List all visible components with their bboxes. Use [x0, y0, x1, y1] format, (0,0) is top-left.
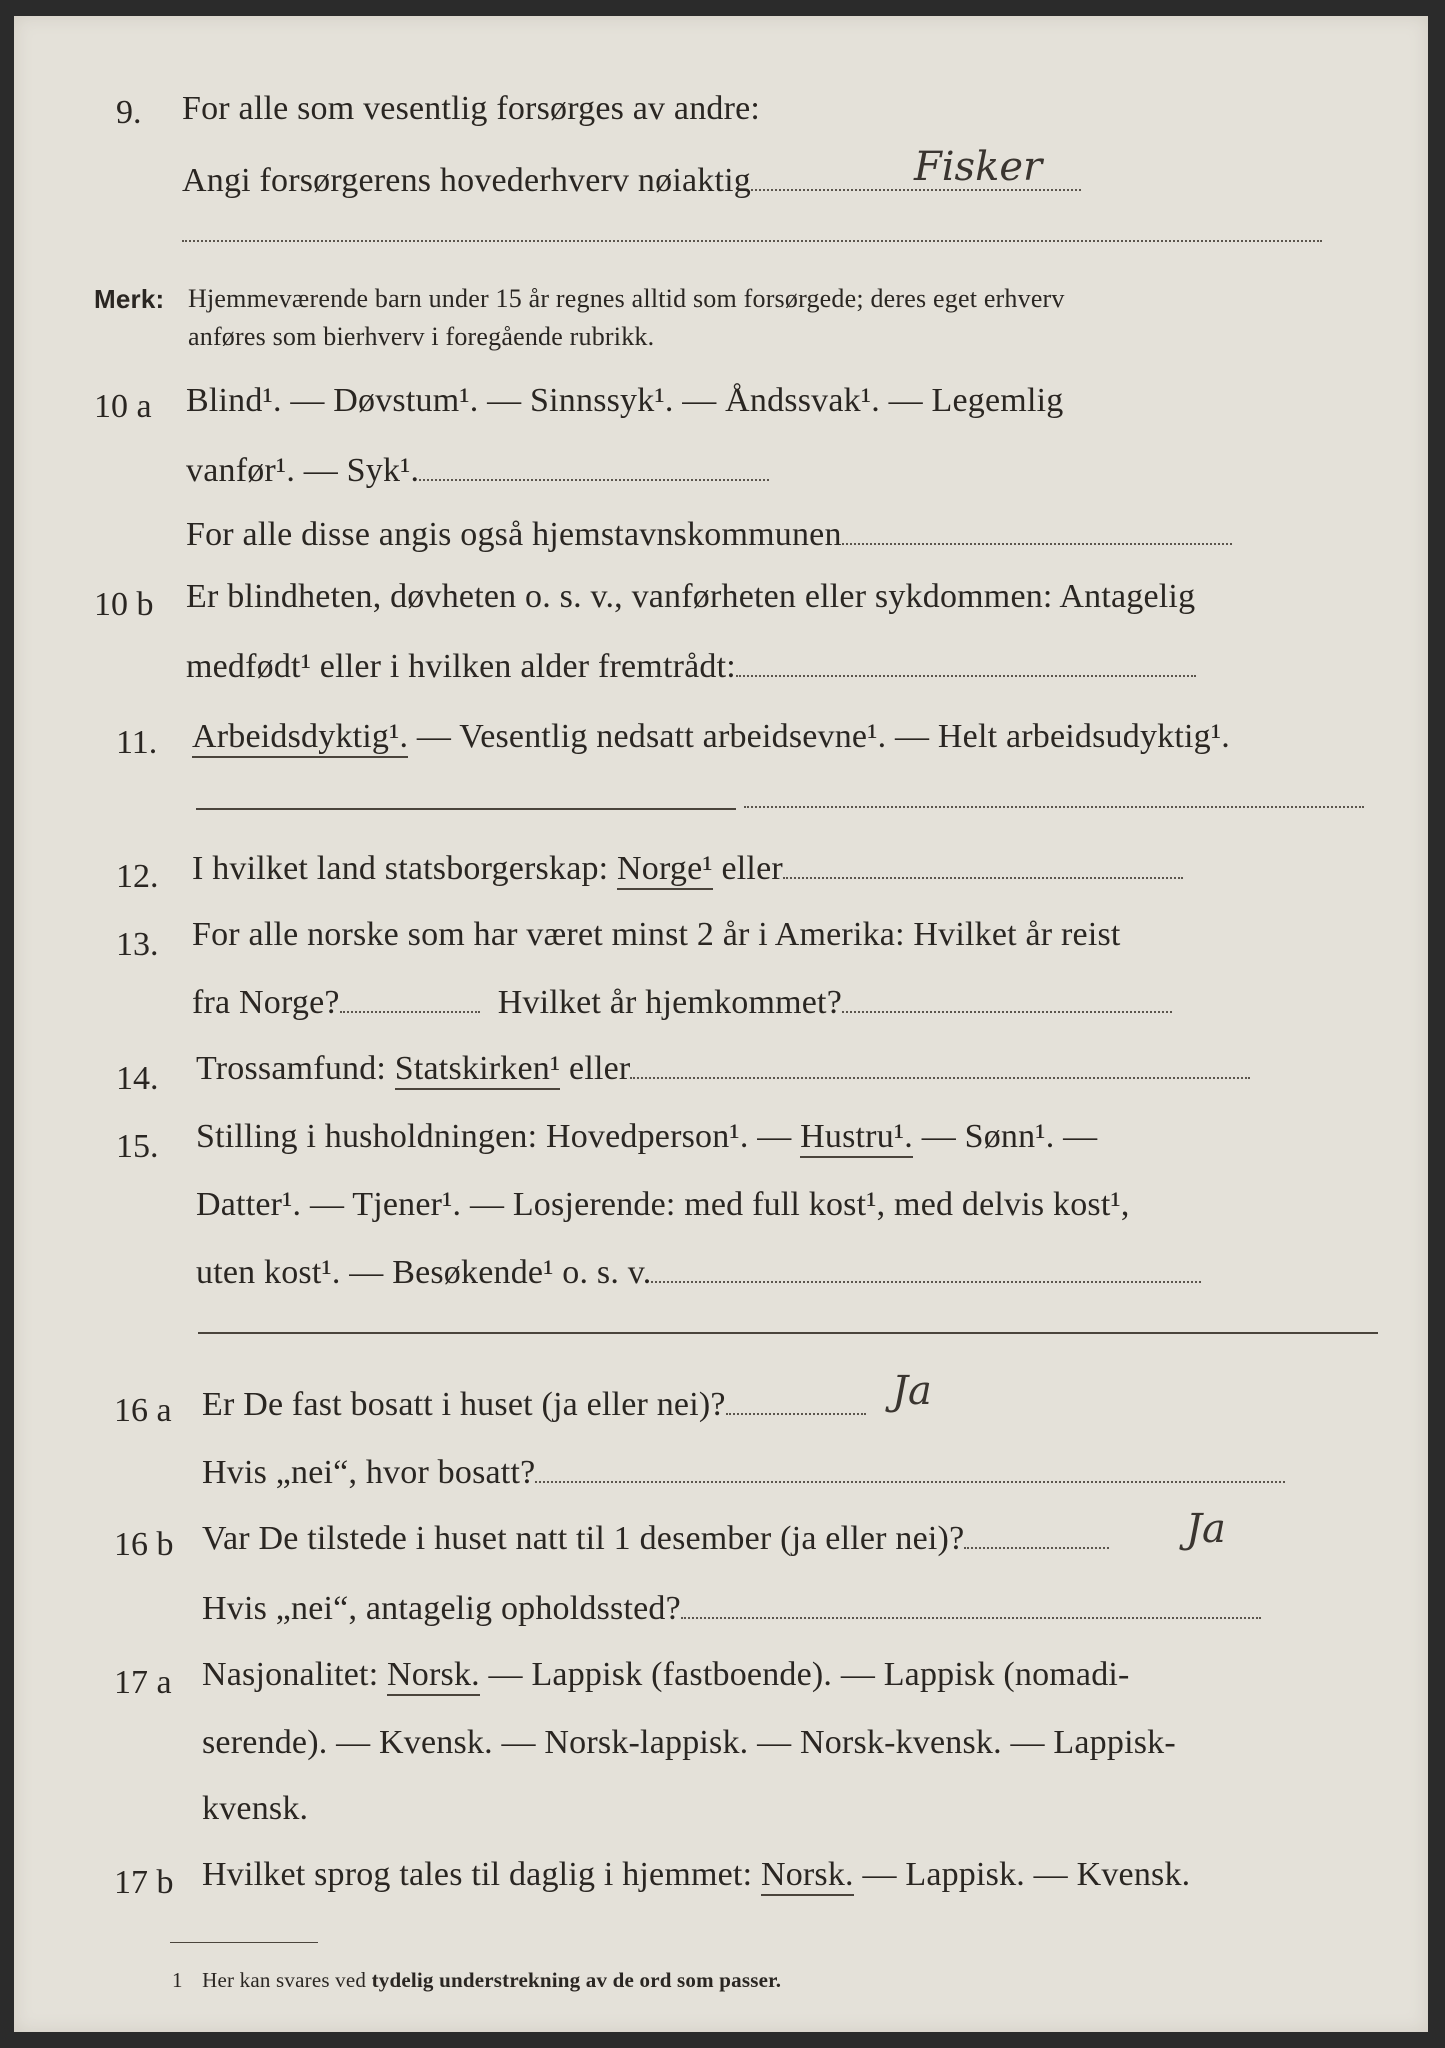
- q9-handwritten-answer: Fisker: [914, 144, 1043, 190]
- q10b-field[interactable]: [736, 674, 1196, 677]
- q16a-number: 16 a: [114, 1392, 172, 1429]
- q16a-bosatt-field[interactable]: [535, 1480, 1285, 1483]
- q10a-number: 10 a: [94, 388, 152, 425]
- q15-field[interactable]: [651, 1280, 1201, 1283]
- census-form-page: [14, 16, 1428, 2032]
- q16a-line2-text: Hvis „nei“, hvor bosatt?: [202, 1454, 536, 1491]
- q10b-line2-text: medfødt¹ eller i hvilken alder fremtrådt:: [186, 648, 736, 685]
- q13-line2a: fra Norge?: [192, 984, 340, 1021]
- merk-line1: Hjemmeværende barn under 15 år regnes alltid som forsørgede; deres eget erhverv: [188, 284, 1065, 313]
- q17a-line2: serende). — Kvensk. — Norsk-lappisk. — Norsk-kvensk. — Lappisk-: [202, 1724, 1176, 1761]
- q15-line3: [196, 1254, 1201, 1292]
- q12-number: 12.: [116, 858, 159, 895]
- q11-selected-option[interactable]: Arbeidsdyktig¹.: [192, 718, 408, 758]
- q17b-selected-option[interactable]: Norsk.: [761, 1856, 854, 1896]
- q10a-field[interactable]: [419, 478, 769, 481]
- q10a-hjemstavn-field[interactable]: [842, 542, 1232, 545]
- q15-line3-text: uten kost¹. — Besøkende¹ o. s. v.: [196, 1254, 652, 1291]
- q13-hjemkommet-field[interactable]: [842, 1010, 1172, 1013]
- q10a-line3-text: For alle disse angis også hjemstavnskommunen: [186, 516, 842, 553]
- footnote-divider: [170, 1942, 318, 1943]
- q10a-line2-text: vanfør¹. — Syk¹.: [186, 452, 420, 489]
- q16b-line1-text: Var De tilstede i huset natt til 1 desember (ja eller nei)?: [202, 1520, 965, 1557]
- q13-line2b: Hvilket år hjemkommet?: [497, 984, 842, 1021]
- q16b-number: 16 b: [114, 1526, 174, 1563]
- q10b-number: 10 b: [94, 586, 154, 623]
- q11-extra-line[interactable]: [744, 806, 1364, 808]
- q15-line1a: Stilling i husholdningen: Hovedperson¹. —: [196, 1118, 801, 1155]
- q16b-handwritten-answer: Ja: [1186, 1506, 1226, 1552]
- q11-number: 11.: [116, 724, 158, 761]
- footnote: [172, 1968, 781, 1993]
- q9-line1: For alle som vesentlig forsørges av andre:: [182, 90, 761, 127]
- q10b-line1: Er blindheten, døvheten o. s. v., vanførheten eller sykdommen: Antagelig: [186, 578, 1196, 615]
- q15-number: 15.: [116, 1128, 159, 1165]
- q12-pre: I hvilket land statsborgerskap:: [192, 850, 618, 887]
- q15-line-solid: [198, 1332, 1378, 1334]
- footnote-mark: 1: [172, 1968, 183, 1992]
- q14-line: [196, 1050, 1250, 1088]
- q17b-line: [202, 1856, 1190, 1894]
- q12-line: [192, 850, 1183, 888]
- q11-rest: — Vesentlig nedsatt arbeidsevne¹. — Helt arbeidsudyktig¹.: [408, 718, 1230, 755]
- q13-line1: For alle norske som har været minst 2 år i Amerika: Hvilket år reist: [192, 916, 1121, 953]
- q17a-selected-option[interactable]: Norsk.: [387, 1656, 480, 1696]
- q12-field[interactable]: [783, 876, 1183, 879]
- q10a-line1: Blind¹. — Døvstum¹. — Sinnssyk¹. — Åndssvak¹. — Legemlig: [186, 382, 1064, 419]
- q9-extra-line[interactable]: [182, 240, 1322, 242]
- q17a-line1rest: — Lappisk (fastboende). — Lappisk (nomadi-: [479, 1656, 1130, 1693]
- q15-line2: Datter¹. — Tjener¹. — Losjerende: med full kost¹, med delvis kost¹,: [196, 1186, 1130, 1223]
- q12-selected-option[interactable]: Norge¹: [617, 850, 713, 890]
- q10b-line2: [186, 648, 1196, 686]
- q13-line2: [192, 984, 1172, 1022]
- q17a-line1: [202, 1656, 1130, 1694]
- q17b-pre: Hvilket sprog tales til daglig i hjemmet:: [202, 1856, 761, 1893]
- q9-line2-text: Angi forsørgerens hovederhverv nøiaktig: [182, 162, 751, 199]
- q10a-line3: [186, 516, 1232, 554]
- q13-number: 13.: [116, 926, 159, 963]
- q17a-pre: Nasjonalitet:: [202, 1656, 388, 1693]
- q13-reist-field[interactable]: [340, 1010, 480, 1013]
- q12-post: eller: [712, 850, 783, 887]
- q14-field[interactable]: [630, 1076, 1250, 1079]
- q17a-line3: kvensk.: [202, 1790, 309, 1827]
- q16a-answer-field[interactable]: [726, 1412, 866, 1415]
- q14-post: eller: [560, 1050, 631, 1087]
- q15-line1: [196, 1118, 1097, 1156]
- q15-selected-option[interactable]: Hustru¹.: [800, 1118, 913, 1158]
- q14-pre: Trossamfund:: [196, 1050, 395, 1087]
- q14-selected-option[interactable]: Statskirken¹: [395, 1050, 561, 1090]
- merk-label: Merk:: [94, 284, 165, 314]
- q9-number: 9.: [116, 94, 142, 131]
- q17a-number: 17 a: [114, 1664, 172, 1701]
- q10a-line2: [186, 452, 769, 490]
- q14-number: 14.: [116, 1060, 159, 1097]
- q16b-line1: [202, 1520, 1109, 1558]
- q16a-line2: [202, 1454, 1285, 1492]
- q16b-line2: [202, 1590, 1261, 1628]
- q16b-answer-field[interactable]: [964, 1546, 1109, 1549]
- q16a-line1-text: Er De fast bosatt i huset (ja eller nei)?: [202, 1386, 726, 1423]
- merk-line2: anføres som bierhverv i foregående rubrikk.: [188, 322, 655, 351]
- q16a-line1: [202, 1386, 866, 1424]
- q11-line-solid: [196, 808, 736, 810]
- q16b-line2-text: Hvis „nei“, antagelig opholdssted?: [202, 1590, 681, 1627]
- q16b-opphold-field[interactable]: [681, 1616, 1261, 1619]
- footnote-bold: tydelig understrekning av de ord som passer.: [371, 1968, 782, 1992]
- q17b-number: 17 b: [114, 1864, 174, 1901]
- q15-line1b: — Sønn¹. —: [913, 1118, 1098, 1155]
- q16a-handwritten-answer: Ja: [892, 1368, 932, 1414]
- footnote-pre: Her kan svares ved: [202, 1968, 372, 1992]
- q11-line: [192, 718, 1230, 756]
- q17b-rest: — Lappisk. — Kvensk.: [853, 1856, 1191, 1893]
